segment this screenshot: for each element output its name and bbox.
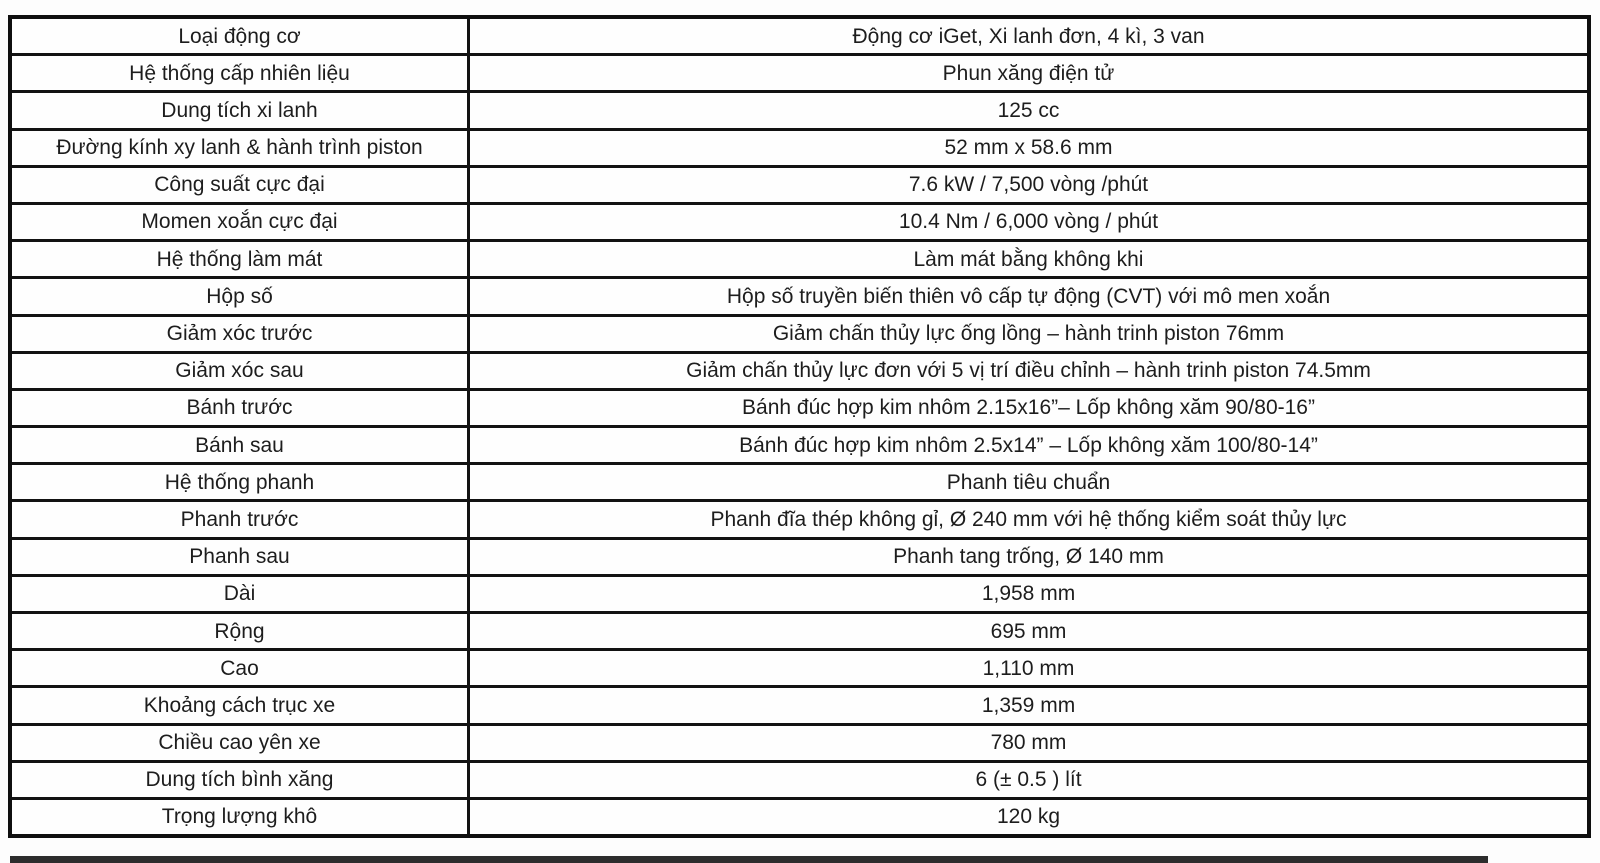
spec-label-cell: Rộng bbox=[12, 614, 470, 648]
table-row bbox=[12, 391, 1587, 428]
spec-value-cell: 125 cc bbox=[997, 98, 1060, 122]
spec-value-cell: 6 (± 0.5 ) lít bbox=[975, 768, 1082, 792]
table-row bbox=[12, 688, 1587, 725]
spec-value-cell: Động cơ iGet, Xi lanh đơn, 4 kì, 3 van bbox=[852, 24, 1205, 48]
table-row bbox=[12, 763, 1587, 800]
spec-label-cell: Phanh trước bbox=[12, 502, 470, 536]
spec-value-cell: Bánh đúc hợp kim nhôm 2.5x14” – Lốp không xăm 100/80-14” bbox=[739, 433, 1318, 457]
spec-value-cell: Phanh tiêu chuẩn bbox=[946, 470, 1111, 494]
table-row bbox=[12, 354, 1587, 391]
spec-label-cell: Hộp số bbox=[12, 279, 470, 313]
spec-label-cell: Giảm xóc sau bbox=[12, 354, 470, 388]
spec-value-cell: 1,110 mm bbox=[982, 656, 1075, 680]
spec-label-cell: Dung tích bình xăng bbox=[12, 763, 470, 797]
spec-value-cell: Giảm chấn thủy lực ống lồng – hành trinh piston 76mm bbox=[772, 322, 1285, 346]
spec-label-cell: Đường kính xy lanh & hành trình piston bbox=[12, 131, 470, 165]
spec-label-cell: Công suất cực đại bbox=[12, 168, 470, 202]
spec-label-cell: Cao bbox=[12, 651, 470, 685]
table-row bbox=[12, 428, 1587, 465]
spec-value-cell: 695 mm bbox=[990, 619, 1067, 643]
spec-label-cell: Chiều cao yên xe bbox=[12, 726, 470, 760]
spec-label-cell: Hệ thống cấp nhiên liệu bbox=[12, 56, 470, 90]
spec-value-cell: Hộp số truyền biến thiên vô cấp tự động (CVT) với mô men xoắn bbox=[726, 284, 1331, 308]
spec-label-cell: Momen xoắn cực đại bbox=[12, 205, 470, 239]
spec-value-cell: 1,359 mm bbox=[981, 693, 1076, 717]
table-row bbox=[12, 131, 1587, 168]
spec-label-cell: Khoảng cách trục xe bbox=[12, 688, 470, 722]
spec-value-cell: 120 kg bbox=[996, 805, 1061, 829]
table-row bbox=[12, 56, 1587, 93]
spec-value-cell: Phanh tang trống, Ø 140 mm bbox=[893, 545, 1164, 569]
spec-value-cell: Giảm chấn thủy lực đơn với 5 vị trí điều chỉnh – hành trinh piston 74.5mm bbox=[686, 359, 1371, 383]
spec-label-cell: Trọng lượng khô bbox=[12, 800, 470, 834]
spec-label-cell: Bánh sau bbox=[12, 428, 470, 462]
spec-value-cell: Phun xăng điện tử bbox=[942, 61, 1115, 85]
spec-value-cell: 10.4 Nm / 6,000 vòng / phút bbox=[898, 210, 1159, 234]
spec-label-cell: Loại động cơ bbox=[12, 19, 470, 53]
table-row bbox=[12, 577, 1587, 614]
spec-label-cell: Hệ thống phanh bbox=[12, 465, 470, 499]
spec-label-cell: Dung tích xi lanh bbox=[12, 93, 470, 127]
table-row bbox=[12, 19, 1587, 56]
bottom-cropped-bar bbox=[10, 856, 1488, 863]
spec-label-cell: Hệ thống làm mát bbox=[12, 242, 470, 276]
table-row bbox=[12, 317, 1587, 354]
spec-value-cell: 7.6 kW / 7,500 vòng /phút bbox=[908, 173, 1149, 197]
table-row bbox=[12, 279, 1587, 316]
table-row bbox=[12, 93, 1587, 130]
spec-label-cell: Phanh sau bbox=[12, 540, 470, 574]
spec-value-cell: Bánh đúc hợp kim nhôm 2.15x16”– Lốp không xăm 90/80-16” bbox=[742, 396, 1315, 420]
spec-label-cell: Dài bbox=[12, 577, 470, 611]
spec-value-cell: Phanh đĩa thép không gỉ, Ø 240 mm với hệ thống kiểm soát thủy lực bbox=[710, 507, 1347, 531]
table-row bbox=[12, 168, 1587, 205]
table-row bbox=[12, 614, 1587, 651]
spec-label-cell: Bánh trước bbox=[12, 391, 470, 425]
table-row bbox=[12, 205, 1587, 242]
table-row bbox=[12, 800, 1587, 834]
table-row bbox=[12, 242, 1587, 279]
spec-value-cell: 1,958 mm bbox=[981, 582, 1076, 606]
spec-label-cell: Giảm xóc trước bbox=[12, 317, 470, 351]
table-row bbox=[12, 465, 1587, 502]
table-row bbox=[12, 651, 1587, 688]
table-row bbox=[12, 726, 1587, 763]
table-row bbox=[12, 502, 1587, 539]
spec-table bbox=[8, 15, 1591, 838]
spec-value-cell: Làm mát bằng không khi bbox=[913, 247, 1144, 271]
spec-value-cell: 780 mm bbox=[990, 731, 1067, 755]
spec-value-cell: 52 mm x 58.6 mm bbox=[944, 136, 1113, 160]
table-row bbox=[12, 540, 1587, 577]
